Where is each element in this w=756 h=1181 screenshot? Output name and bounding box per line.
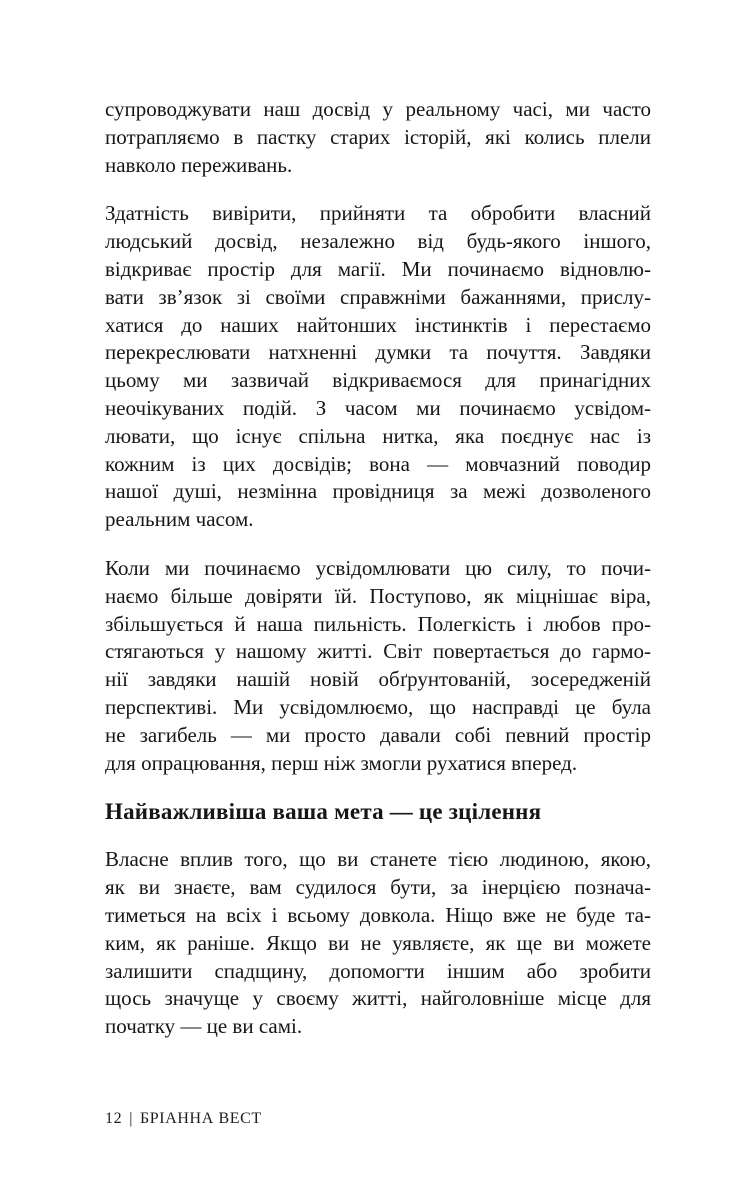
text-line: неочікуваних подій. З часом ми починаємо усвідом- (105, 395, 651, 420)
text-line: потрапляємо в пастку старих історій, які колись плели (105, 124, 651, 149)
paragraph (105, 846, 651, 1041)
page-footer (105, 1110, 262, 1128)
text-line: відкриває простір для магії. Ми починаємо відновлю- (105, 256, 651, 281)
text-line: тиметься на всіх і всьому довкола. Ніщо вже не буде та- (105, 902, 651, 927)
text-line: наємо більше довіряти їй. Поступово, як міцнішає віра, (105, 583, 651, 608)
text-line: Власне вплив того, що ви станете тією людиною, якою, (105, 847, 651, 872)
paragraph (105, 200, 651, 534)
page-content (105, 96, 651, 1062)
text-line: залишити спадщину, допомогти іншим або зробити (105, 958, 651, 983)
text-line: вати зв’язок зі своїми справжніми бажаннями, прислу- (105, 284, 651, 309)
author-name: БРІАННА ВЕСТ (140, 1110, 262, 1127)
page-number: 12 (105, 1110, 123, 1127)
text-line: цьому ми зазвичай відкриваємося для принагідних (105, 368, 651, 393)
text-line: перекреслювати натхненні думки та почуття. Завдяки (105, 340, 651, 365)
text-line: початку — це ви самі. (105, 1014, 303, 1039)
section-heading (105, 798, 651, 826)
text-line: лювати, що існує спільна нитка, яка поєднує нас із (105, 423, 651, 448)
text-line: для опрацювання, перш ніж змогли рухатися вперед. (105, 750, 578, 775)
text-line: ким, як раніше. Якщо ви не уявляєте, як ще ви можете (105, 930, 651, 955)
text-line: реальним часом. (105, 507, 254, 532)
footer-separator: | (129, 1110, 134, 1127)
text-line: людський досвід, незалежно від будь-якого іншого, (105, 229, 651, 254)
text-line: Коли ми починаємо усвідомлювати цю силу, то почи- (105, 555, 651, 580)
text-line: навколо переживань. (105, 152, 293, 177)
text-line: стягаються у нашому житті. Світ повертається до гармо- (105, 639, 651, 664)
text-line: супроводжувати наш досвід у реальному часі, ми часто (105, 97, 651, 121)
text-line: нашої душі, незмінна провідниця за межі дозволеного (105, 479, 651, 504)
text-line: Найважливіша ваша мета — це зцілення (105, 799, 542, 825)
text-line: не загибель — ми просто давали собі певний простір (105, 722, 651, 747)
text-line: збільшується й наша пильність. Полегкість і любов про- (105, 611, 651, 636)
text-line: Здатність вивірити, прийняти та обробити власний (105, 201, 651, 226)
text-line: перспективі. Ми усвідомлюємо, що насправді це була (105, 694, 651, 719)
text-line: нії завдяки нашій новій обґрунтованій, зосередженій (105, 667, 651, 692)
paragraph (105, 555, 651, 777)
text-line: кожним із цих досвідів; вона — мовчазний поводир (105, 451, 651, 476)
text-line: як ви знаєте, вам судилося бути, за інерцією познача- (105, 875, 651, 900)
text-line: щось значуще у своєму житті, найголовніше місце для (105, 986, 651, 1011)
text-line: хатися до наших найтонших інстинктів і перестаємо (105, 312, 651, 337)
paragraph (105, 96, 651, 179)
